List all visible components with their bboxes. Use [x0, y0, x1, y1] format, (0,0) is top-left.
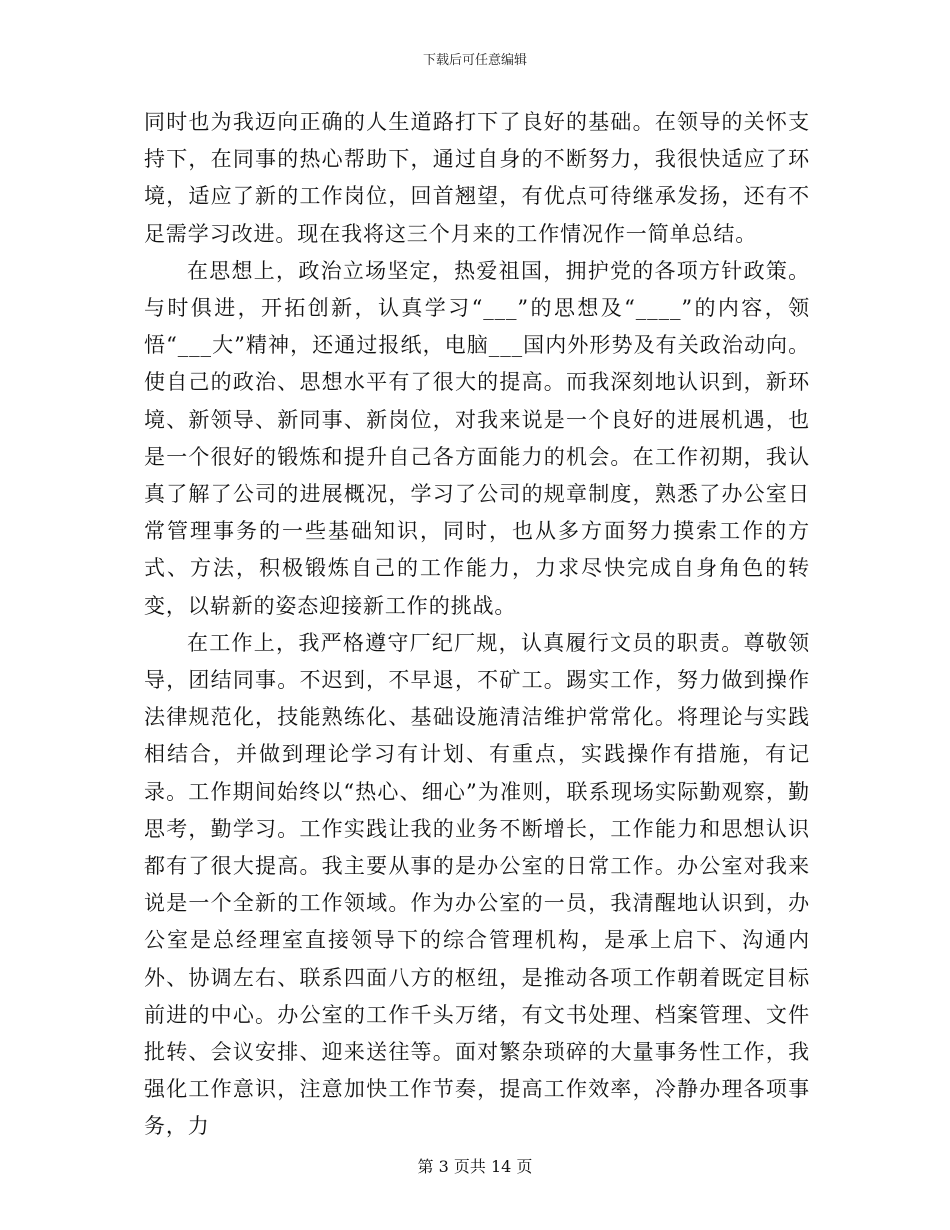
editable-note: 下载后可任意编辑	[422, 53, 527, 68]
paragraph-continuation: 同时也为我迈向正确的人生道路打下了良好的基础。在领导的关怀支持下，在同事的热心帮助下，通过自身的不断努力，我很快适应了环境，适应了新的工作岗位，回首翘望，有优点可待继承发扬，还有不足需学习改进。现在我将这三个月来的工作情况作一简单总结。	[144, 110, 810, 246]
paragraph-ideology: 在思想上，政治立场坚定，热爱祖国，拥护党的各项方针政策。与时俱进，开拓创新，认真学习“___”的思想及“____”的内容，领悟“___大”精神，还通过报纸，电脑___国内外形势及有关政治动向。使自己的政治、思想水平有了很大的提高。而我深刻地认识到，新环境、新领导、新同事、新岗位，对我来说是一个良好的进展机遇，也是一个很好的锻炼和提升自己各方面能力的机会。在工作初期，我认真了解了公司的进展概况，学习了公司的规章制度，熟悉了办公室日常管理事务的一些基础知识，同时，也从多方面努力摸索工作的方式、方法，积极锻炼自己的工作能力，力求尽快完成自身角色的转变，以崭新的姿态迎接新工作的挑战。	[144, 258, 810, 618]
page-header	[0, 52, 950, 70]
page-footer	[0, 1156, 950, 1178]
document-body	[144, 104, 810, 1146]
paragraph-work: 在工作上，我严格遵守厂纪厂规，认真履行文员的职责。尊敬领导，团结同事。不迟到，不早退，不矿工。踢实工作，努力做到操作法律规范化，技能熟练化、基础设施清洁维护常常化。将理论与实践相结合，并做到理论学习有计划、有重点，实践操作有措施，有记录。工作期间始终以“热心、细心”为准则，联系现场实际勤观察，勤思考，勤学习。工作实践让我的业务不断增长，工作能力和思想认识都有了很大提高。我主要从事的是办公室的日常工作。办公室对我来说是一个全新的工作领域。作为办公室的一员，我清醒地认识到，办公室是总经理室直接领导下的综合管理机构，是承上启下、沟通内外、协调左右、联系四面八方的枢纽，是推动各项工作朝着既定目标前进的中心。办公室的工作千头万绪，有文书处理、档案管理、文件批转、会议安排、迎来送往等。面对繁杂琐碎的大量事务性工作，我强化工作意识，注意加快工作节奏，提高工作效率，冷静办理各项事务，力	[144, 630, 810, 1139]
page-number: 第 3 页共 14 页	[417, 1157, 533, 1176]
